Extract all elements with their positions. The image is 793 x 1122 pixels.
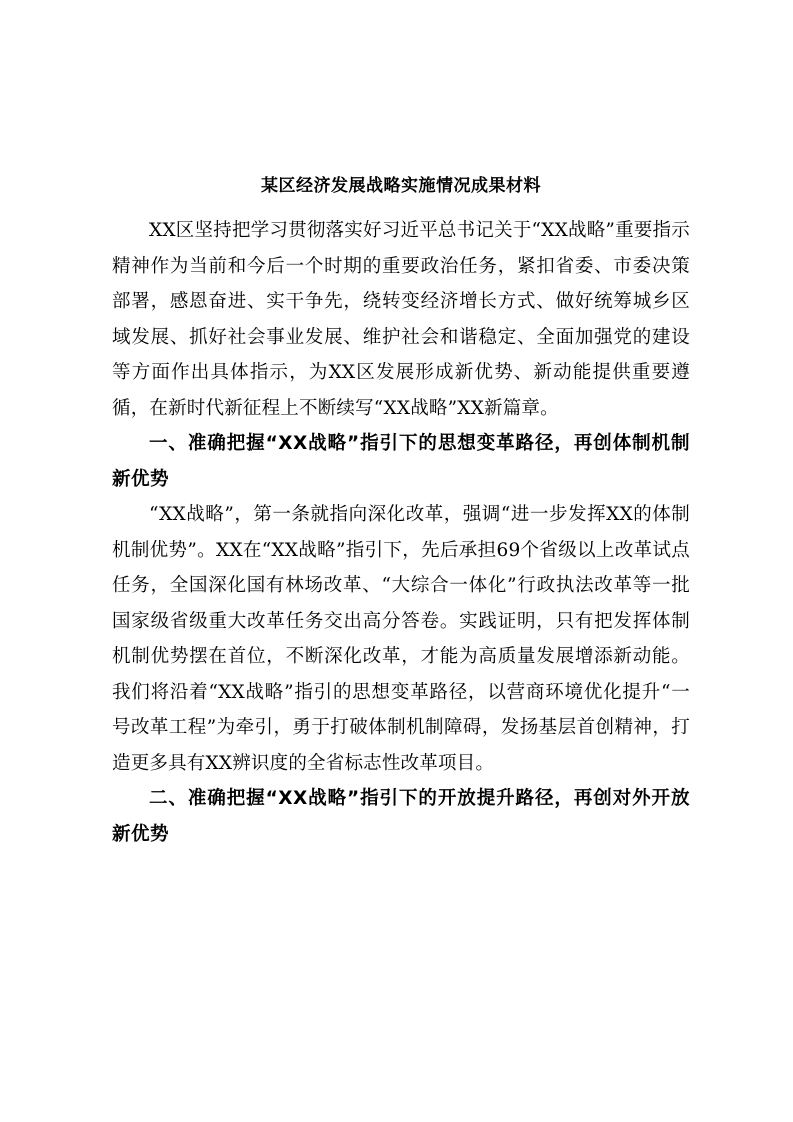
document-title: 某区经济发展战略实施情况成果材料 <box>261 176 541 196</box>
section-1-paragraph: “XX战略”，第一条就指向深化改革，强调“进一步发挥XX的体制机制优势”。XX在“XX战略”指引下，先后承担69个省级以上改革试点任务，全国深化国有林场改革、“大综合一体化”行政执法改革等一批国家级省级重大改革任务交出高分答卷。实践证明，只有把发挥体制机制优势摆在首位，不断深化改革，才能为高质量发展增添新动能。我们将沿着“XX战略”指引的思想变革路径，以营商环境优化提升“一号改革工程”为牵引，勇于打破体制机制障碍，发扬基层首创精神，打造更多具有XX辨识度的全省标志性改革项目。 <box>112 504 690 774</box>
document-content <box>112 171 690 852</box>
section-1-heading: 一、准确把握“XX战略”指引下的思想变革路径，再创体制机制新优势 <box>112 433 690 490</box>
intro-paragraph: XX区坚持把学习贯彻落实好习近平总书记关于“XX战略”重要指示精神作为当前和今后一个时期的重要政治任务，紧扣省委、市委决策部署，感恩奋进、实干争先，绕转变经济增长方式、做好统筹城乡区域发展、抓好社会事业发展、维护社会和谐稳定、全面加强党的建设等方面作出具体指示，为XX区发展形成新优势、新动能提供重要遵循，在新时代新征程上不断续写“XX战略”XX新篇章。 <box>112 220 690 419</box>
section-2-heading: 二、准确把握“XX战略”指引下的开放提升路径，再创对外开放新优势 <box>112 788 690 845</box>
